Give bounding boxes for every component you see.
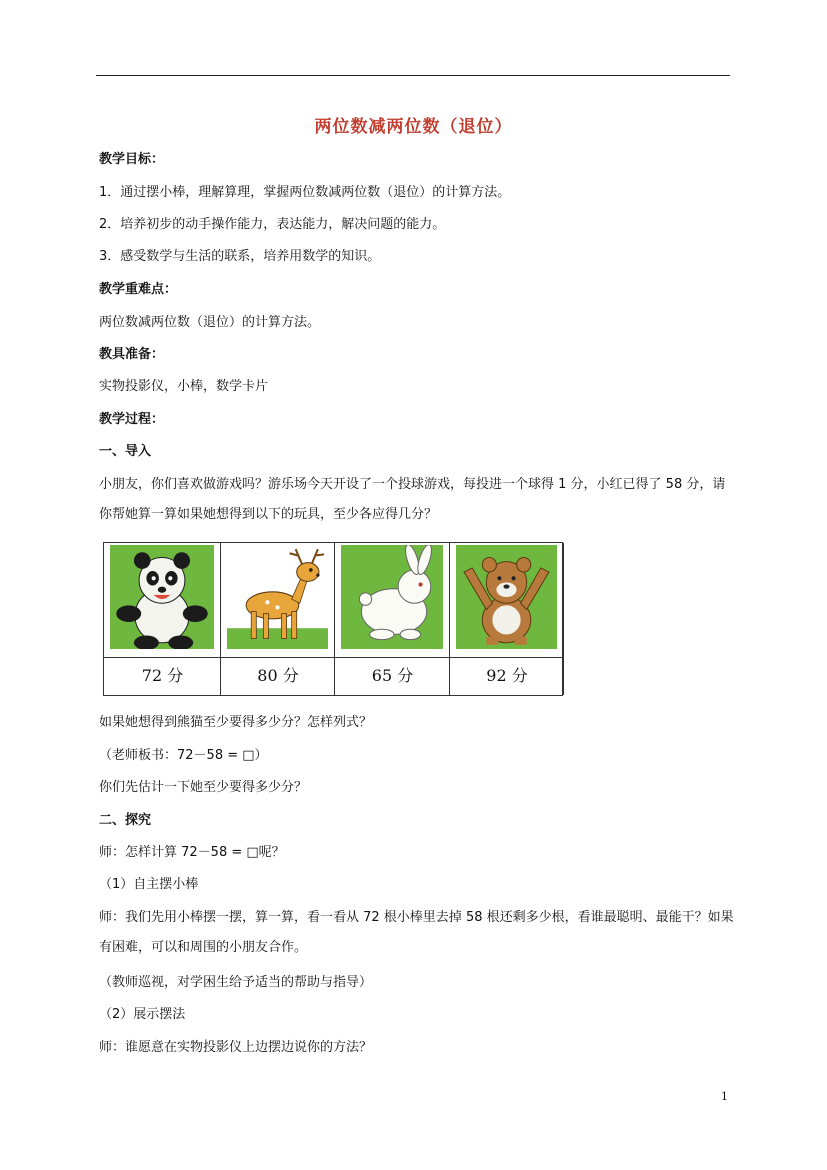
teacher-note: （教师巡视，对学困生给予适当的帮助与指导） [99,975,373,990]
how-calc: 师：怎样计算 72－58 = □呢？ [99,845,285,860]
rabbit-icon [341,545,443,649]
process-heading: 教学过程： [99,412,165,427]
step1-text: 师：我们先用小棒摆一摆，算一算，看一看从 72 根小棒里去掉 58 根还剩多少根，看谁最聪明、最能干？如果有困难，可以和周围的小朋友合作。 [99,910,734,955]
part1-heading: 一、导入 [99,444,152,459]
question-panda: 如果她想得到熊猫至少要得多少分？怎样列式？ [99,715,373,730]
toy-score: 65 分 [371,666,414,685]
step2-heading: （2）展示摆法 [99,1007,186,1022]
toy-score: 92 分 [486,666,528,685]
deer-icon [227,545,328,649]
tools-text: 实物投影仪，小棒，数学卡片 [99,379,269,394]
step1-heading: （1）自主摆小棒 [99,877,199,892]
goal-3: 3．感受数学与生活的联系，培养用数学的知识。 [99,249,381,264]
key-text: 两位数减两位数（退位）的计算方法。 [99,315,321,330]
panda-icon [110,545,214,649]
goals-heading: 教学目标： [99,152,165,167]
toy-table [103,542,563,696]
page-number: 1 [721,1090,728,1103]
tools-heading: 教具准备： [99,347,165,362]
estimate-text: 你们先估计一下她至少要得多少分？ [99,780,308,795]
header-rule [96,75,730,76]
key-heading: 教学重难点： [99,282,178,297]
intro-text: 小朋友，你们喜欢做游戏吗？游乐场今天开设了一个投球游戏，每投进一个球得 1 分，小红已得了 58 分，请你帮她算一算如果她想得到以下的玩具，至少各应得几分？ [99,477,726,522]
bear-icon [456,545,557,649]
step2-text: 师：谁愿意在实物投影仪上边摆边说你的方法？ [99,1040,373,1055]
goal-2: 2．培养初步的动手操作能力，表达能力，解决问题的能力。 [99,217,446,232]
toy-score: 72 分 [141,666,184,685]
table-divider [104,657,564,658]
goal-1: 1．通过摆小棒，理解算理，掌握两位数减两位数（退位）的计算方法。 [99,185,511,200]
board-note: （老师板书：72－58 = □） [99,748,268,763]
toy-score: 80 分 [257,666,299,685]
part2-heading: 二、探究 [99,813,152,828]
page-title: 两位数减两位数（退位） [314,117,513,137]
